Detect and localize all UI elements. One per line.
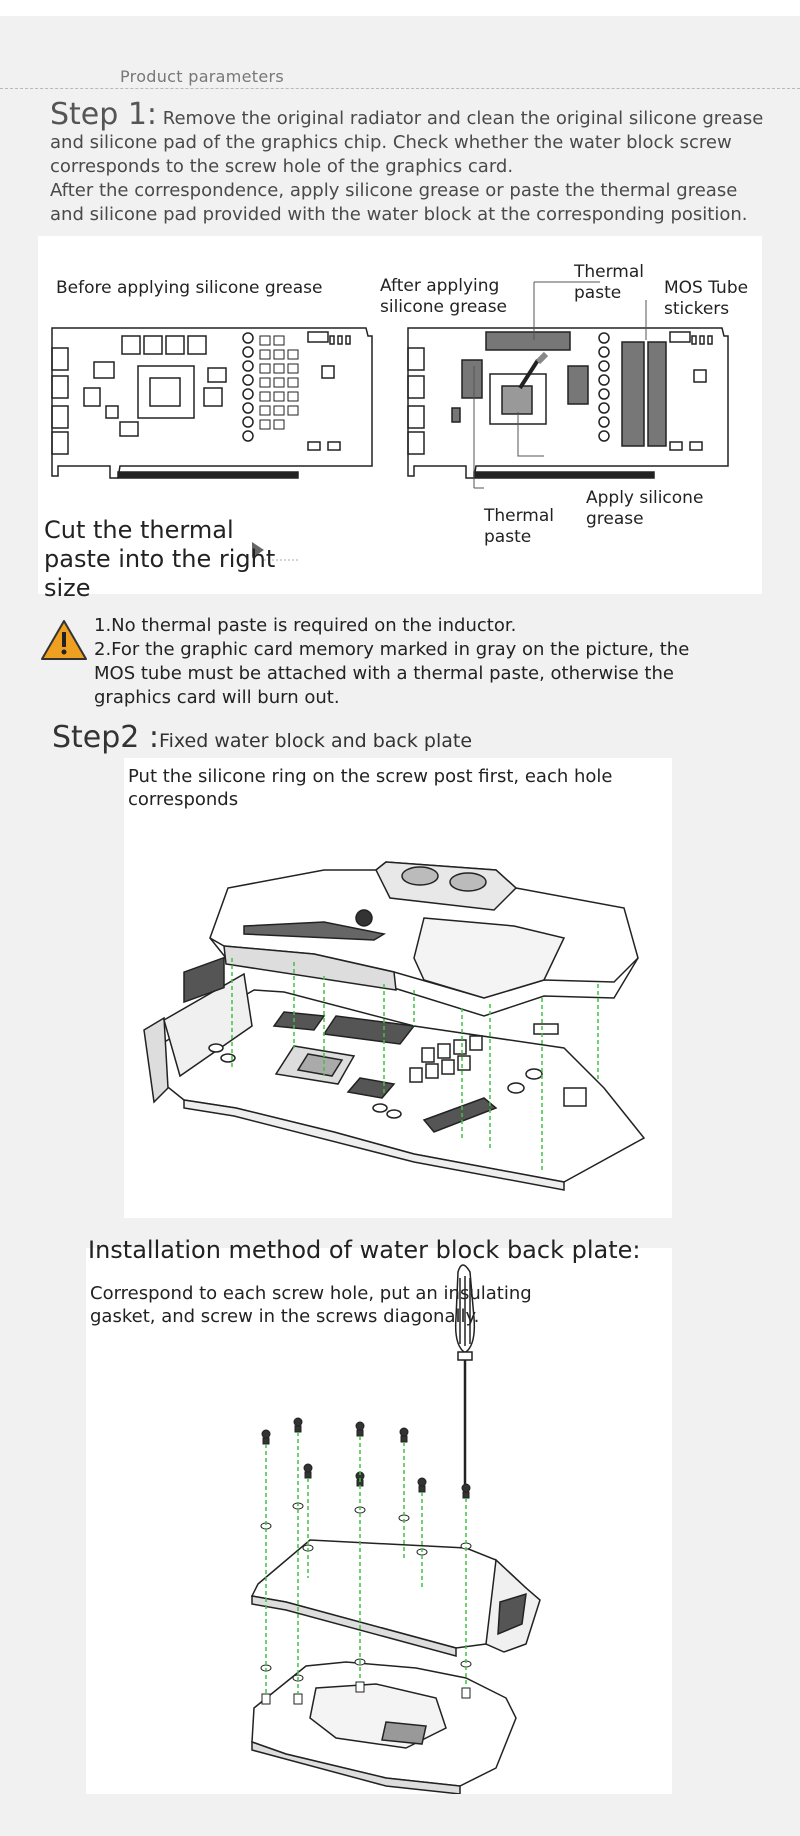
step1-line1: Remove the original radiator and clean the original silicone grease and silicone pad of the graphics chip. Check whether the water block screw corresponds to the screw hole of the graphics card. bbox=[50, 108, 764, 177]
step2-subtitle: Fixed water block and back plate bbox=[159, 730, 473, 752]
before-label: Before applying silicone grease bbox=[56, 278, 323, 298]
step1-text bbox=[50, 97, 770, 227]
step2-instruction: Put the silicone ring on the screw post first, each hole corresponds bbox=[128, 766, 613, 810]
after-label: After applying silicone grease bbox=[380, 276, 508, 317]
warning-item-2: 2.For the graphic card memory marked in gray on the picture, the MOS tube must be attached with a thermal paste, otherwise the graphics card will burn out. bbox=[94, 639, 690, 708]
pcb-before bbox=[52, 328, 372, 478]
backplate-panel bbox=[86, 1248, 672, 1794]
warning-item-1: 1.No thermal paste is required on the inductor. bbox=[94, 615, 517, 636]
pcb-after bbox=[408, 328, 728, 478]
step1-label: Step 1: bbox=[50, 97, 158, 132]
backplate-instruction: Correspond to each screw hole, put an insulating gasket, and screw in the screws diagonally. bbox=[90, 1283, 532, 1327]
warnings-list bbox=[94, 614, 734, 710]
backplate-title: Installation method of water block back plate: bbox=[88, 1236, 641, 1264]
section-divider bbox=[0, 88, 800, 89]
water-block-assembly bbox=[124, 758, 672, 1218]
backplate-assembly bbox=[86, 1248, 672, 1794]
thermal-paste-bottom-label: Thermal paste bbox=[484, 506, 555, 547]
mos-tube-label: MOS Tube stickers bbox=[664, 278, 749, 319]
water-block-bottom bbox=[252, 1662, 516, 1794]
cut-thermal-paste-label: Cut the thermal paste into the right size bbox=[44, 516, 276, 602]
back-plate bbox=[252, 1540, 540, 1656]
water-block-panel bbox=[124, 758, 672, 1218]
screws bbox=[262, 1418, 470, 1498]
top-bar bbox=[0, 0, 800, 16]
warning-icon bbox=[40, 618, 88, 662]
step2-label: Step2 : bbox=[52, 720, 160, 755]
thermal-paste-top-label: Thermal paste bbox=[574, 262, 645, 303]
step1-line2: After the correspondence, apply silicone grease or paste the thermal grease and silicone pad provided with the water block at the corresponding position. bbox=[50, 180, 748, 225]
step2-heading bbox=[52, 720, 472, 755]
graphics-card-pcb bbox=[144, 958, 644, 1190]
apply-silicone-label: Apply silicone grease bbox=[586, 488, 704, 529]
section-title: Product parameters bbox=[120, 67, 285, 86]
